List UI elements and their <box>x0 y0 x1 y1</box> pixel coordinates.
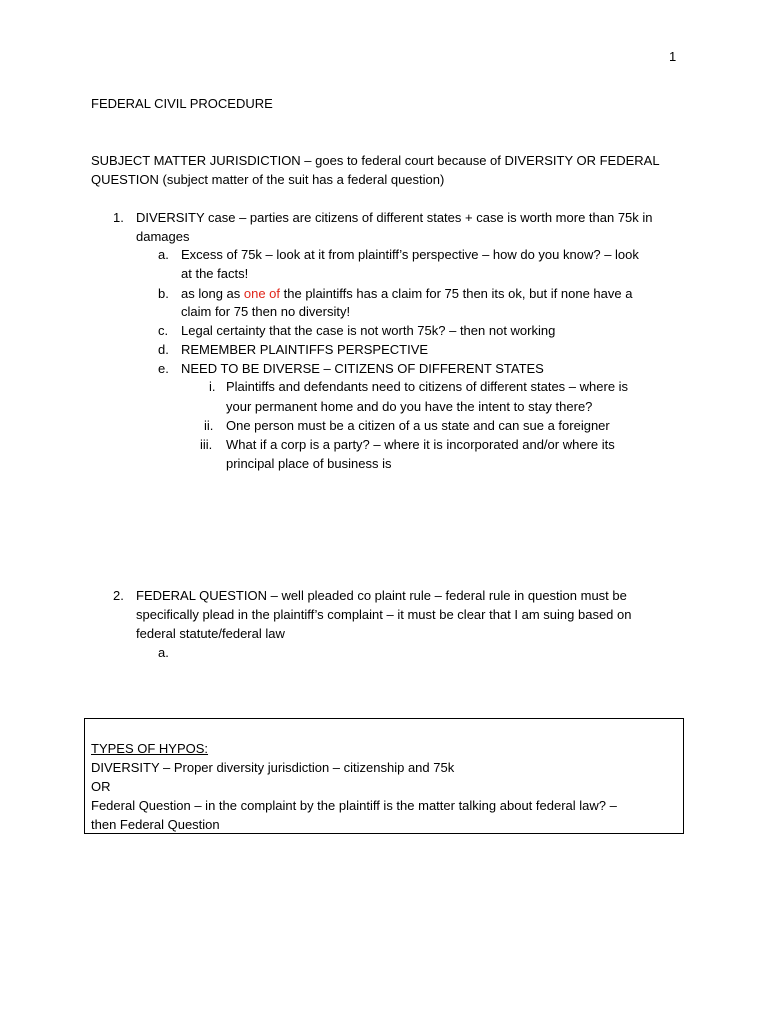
roman-marker-iii: iii. <box>200 437 213 452</box>
item1ei-line-1: Plaintiffs and defendants need to citizens of different states – where is <box>226 379 629 394</box>
item1eiii-line-1: What if a corp is a party? – where it is incorporated and/or where its <box>226 437 615 452</box>
item1b-pre: as long as <box>181 286 244 301</box>
roman-marker-i: i. <box>209 379 216 394</box>
sublist-marker-d: d. <box>158 342 169 357</box>
item1b-line-1 <box>181 284 632 303</box>
sublist-marker-a: a. <box>158 247 169 262</box>
sublist-marker-c: c. <box>158 323 169 338</box>
item1b-post: the plaintiffs has a claim for 75 then its ok, but if none have a <box>280 286 633 301</box>
item1eiii-line-2: principal place of business is <box>226 456 392 471</box>
item2-line-3: federal statute/federal law <box>136 626 285 641</box>
item1-line-2: damages <box>136 229 190 244</box>
item1d-text: REMEMBER PLAINTIFFS PERSPECTIVE <box>181 342 429 357</box>
page-title: FEDERAL CIVIL PROCEDURE <box>91 96 273 111</box>
item1b-line-2: claim for 75 then no diversity! <box>181 304 351 319</box>
hypos-line-3: Federal Question – in the complaint by the plaintiff is the matter talking about federal law? – <box>91 798 617 813</box>
item2-line-1: FEDERAL QUESTION – well pleaded co plaint rule – federal rule in question must be <box>136 588 627 603</box>
hypos-line-1: DIVERSITY – Proper diversity jurisdiction – citizenship and 75k <box>91 760 455 775</box>
intro-line-1: SUBJECT MATTER JURISDICTION – goes to federal court because of DIVERSITY OR FEDERAL <box>91 153 660 168</box>
item1a-line-2: at the facts! <box>181 266 249 281</box>
roman-marker-ii: ii. <box>204 418 214 433</box>
sublist-marker-b: b. <box>158 286 169 301</box>
item1-line-1: DIVERSITY case – parties are citizens of different states + case is worth more than 75k in <box>136 210 653 225</box>
hypos-line-4: then Federal Question <box>91 817 220 832</box>
item1ei-line-2: your permanent home and do you have the intent to stay there? <box>226 399 593 414</box>
item1e-text: NEED TO BE DIVERSE – CITIZENS OF DIFFERENT STATES <box>181 361 544 376</box>
item1b-highlight: one of <box>243 286 281 301</box>
item1a-line-1: Excess of 75k – look at it from plaintiff’s perspective – how do you know? – look <box>181 247 639 262</box>
list-marker-2: 2. <box>113 588 124 603</box>
item2-line-2: specifically plead in the plaintiff’s complaint – it must be clear that I am suing based on <box>136 607 632 622</box>
hypos-heading: TYPES OF HYPOS: <box>91 741 209 756</box>
page-number: 1 <box>669 49 677 64</box>
item2-sublist-marker-a: a. <box>158 645 169 660</box>
hypos-line-2: OR <box>91 779 111 794</box>
item1eii-text: One person must be a citizen of a us state and can sue a foreigner <box>226 418 610 433</box>
intro-line-2: QUESTION (subject matter of the suit has a federal question) <box>91 172 445 187</box>
sublist-marker-e: e. <box>158 361 169 376</box>
item1c-text: Legal certainty that the case is not worth 75k? – then not working <box>181 323 556 338</box>
list-marker-1: 1. <box>113 210 124 225</box>
